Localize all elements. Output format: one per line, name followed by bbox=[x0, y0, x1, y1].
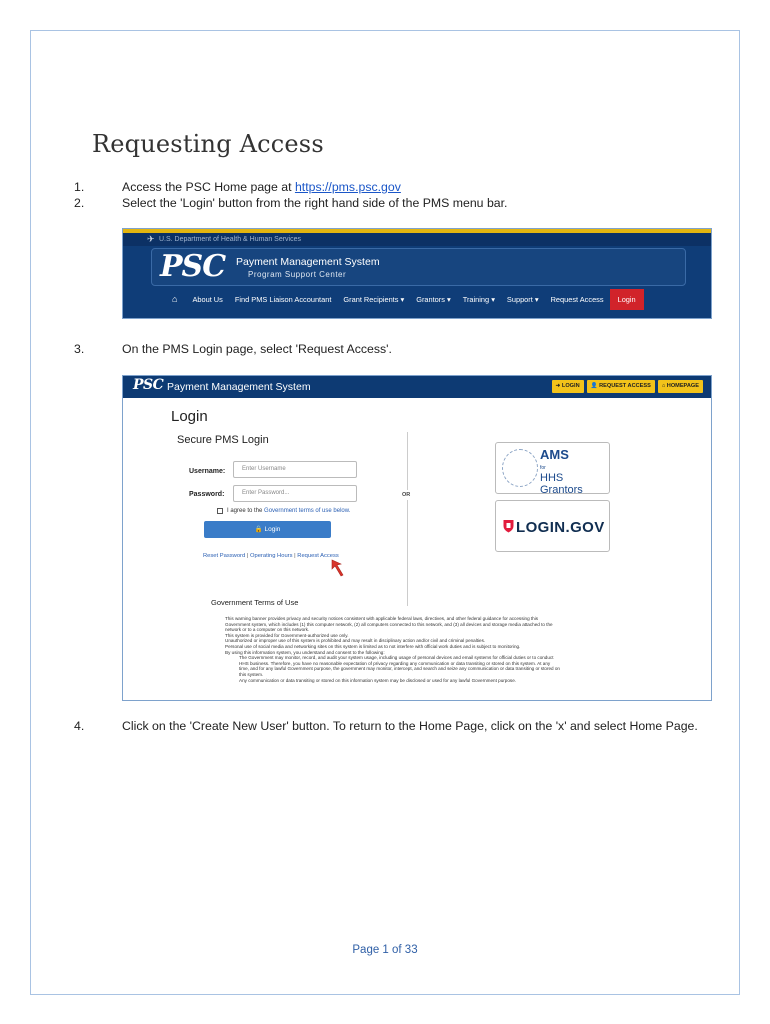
login-heading: Login bbox=[171, 408, 208, 425]
system-name: Payment Management System bbox=[236, 256, 380, 268]
terms-line: network or to a computer on this network. bbox=[225, 627, 310, 633]
topbar-homepage-button[interactable]: ⌂ HOMEPAGE bbox=[658, 380, 703, 393]
nav-login-button[interactable]: Login bbox=[610, 289, 644, 310]
step-text: Click on the 'Create New User' button. To return to the Home Page, click on the 'x' and select Home Page. bbox=[122, 719, 698, 733]
pointer-arrow-icon bbox=[329, 558, 347, 580]
logingov-option[interactable] bbox=[495, 500, 610, 552]
ams-login-option[interactable] bbox=[495, 442, 610, 494]
ams-for-label: for bbox=[540, 465, 546, 471]
terms-subline: Any communication or data transiting or stored on this information system may be disclosed or used for any lawful Government purpose. bbox=[239, 677, 517, 683]
pms-header-screenshot bbox=[122, 228, 712, 319]
terms-link[interactable]: Government terms of use below. bbox=[264, 508, 351, 514]
step-number: 4. bbox=[74, 719, 85, 733]
topbar-request-access-button[interactable]: 👤 REQUEST ACCESS bbox=[587, 380, 655, 393]
logingov-shield-icon bbox=[503, 519, 514, 533]
topbar-buttons bbox=[552, 380, 703, 393]
psc-logo: PSC bbox=[160, 249, 226, 284]
username-field[interactable]: Enter Username bbox=[233, 461, 357, 478]
terms-line: This system is provided for Government-authorized use only. bbox=[225, 632, 349, 638]
agree-text: I agree to the bbox=[227, 508, 265, 514]
terms-heading: Government Terms of Use bbox=[211, 598, 299, 607]
request-access-link[interactable]: Request Access bbox=[297, 553, 339, 559]
login-button[interactable]: 🔒 Login bbox=[204, 521, 331, 538]
ams-label: AMS bbox=[540, 447, 569, 462]
login-page-screenshot bbox=[122, 375, 712, 701]
terms-line: Unauthorized or improper use of this system is prohibited and may result in disciplinary action and/or civil and criminal penalties. bbox=[225, 638, 486, 644]
step-number: 1. bbox=[74, 180, 85, 194]
operating-hours-link[interactable]: Operating Hours bbox=[249, 553, 293, 559]
terms-text bbox=[225, 616, 705, 683]
nav-training[interactable]: Training ▾ bbox=[462, 295, 495, 304]
pms-menu-bar bbox=[163, 289, 644, 310]
system-title: Payment Management System bbox=[167, 381, 311, 393]
nav-grant-recipients[interactable]: Grant Recipients ▾ bbox=[343, 295, 405, 304]
step-1 bbox=[74, 180, 718, 195]
hhs-bar bbox=[123, 233, 711, 246]
nav-find-liaison[interactable]: Find PMS Liaison Accountant bbox=[234, 295, 332, 304]
step-text: On the PMS Login page, select 'Request Access'. bbox=[122, 342, 392, 356]
step-3 bbox=[74, 342, 718, 357]
terms-subline: time, and for any lawful Government purpose, the government may monitor, intercept, and search and seize any communication or data transiting or stored on bbox=[239, 666, 560, 672]
password-field[interactable]: Enter Password... bbox=[233, 485, 357, 502]
topbar-login-button[interactable]: ➜ LOGIN bbox=[552, 380, 584, 393]
terms-line: This warning banner provides privacy and security notices consistent with applicable federal laws, directives, and other federal guidance for accessing this bbox=[225, 616, 539, 621]
terms-subline: this system. bbox=[239, 671, 264, 677]
login-links bbox=[203, 553, 339, 559]
hhs-text: U.S. Department of Health & Human Services bbox=[159, 236, 302, 243]
step-2 bbox=[74, 196, 718, 211]
nav-support[interactable]: Support ▾ bbox=[506, 295, 539, 304]
ams-hhs-grantors-label: HHS Grantors bbox=[540, 472, 583, 496]
page-heading: Requesting Access bbox=[92, 130, 324, 158]
hhs-eagle-icon: ✈ bbox=[147, 234, 155, 244]
secure-login-heading: Secure PMS Login bbox=[177, 434, 269, 446]
link-separator: | bbox=[246, 553, 250, 559]
divider-line bbox=[407, 432, 408, 606]
step-4 bbox=[74, 719, 718, 734]
terms-line: Personal use of social media and networking sites on this system is limited as to not interfere with official work duties and is subject to monitoring. bbox=[225, 643, 521, 649]
home-icon[interactable]: ⌂ bbox=[172, 294, 178, 304]
center-name: Program Support Center bbox=[248, 270, 347, 279]
username-label: Username: bbox=[189, 468, 226, 475]
or-label: OR bbox=[402, 492, 411, 498]
terms-line: By using this information system, you understand and consent to the following: bbox=[225, 649, 385, 655]
link-separator: | bbox=[294, 553, 298, 559]
password-label: Password: bbox=[189, 491, 225, 498]
nav-about-us[interactable]: About Us bbox=[192, 295, 223, 304]
agree-checkbox[interactable] bbox=[217, 508, 223, 514]
nav-grantors[interactable]: Grantors ▾ bbox=[416, 295, 451, 304]
login-topbar bbox=[123, 376, 711, 398]
step-text: Select the 'Login' button from the right hand side of the PMS menu bar. bbox=[122, 196, 508, 210]
logingov-label: LOGIN.GOV bbox=[516, 519, 605, 536]
terms-subline: HHS business. Therefore, you have no reasonable expectation of privacy regarding any communication or data transiting or stored on this system. At any bbox=[239, 660, 551, 666]
nav-request-access[interactable]: Request Access bbox=[550, 295, 604, 304]
terms-subline: The Government may monitor, record, and audit your system usage, including usage of personal devices and email systems for official duties or to conduct bbox=[239, 655, 554, 661]
step-text: Access the PSC Home page at bbox=[122, 180, 295, 194]
pms-link[interactable]: https://pms.psc.gov bbox=[294, 180, 401, 194]
terms-line: Government system, which includes (1) this computer network, (2) all computers connected to this network, and (3) all devices and storage media attached to the bbox=[225, 621, 553, 627]
hhs-seal-icon bbox=[502, 449, 538, 487]
pms-banner bbox=[151, 248, 686, 286]
step-number: 3. bbox=[74, 342, 85, 356]
page-footer: Page 1 of 33 bbox=[352, 944, 418, 956]
step-number: 2. bbox=[74, 196, 85, 210]
reset-password-link[interactable]: Reset Password bbox=[203, 553, 246, 559]
psc-logo: PSC bbox=[133, 377, 164, 393]
terms-agreement bbox=[217, 508, 350, 514]
